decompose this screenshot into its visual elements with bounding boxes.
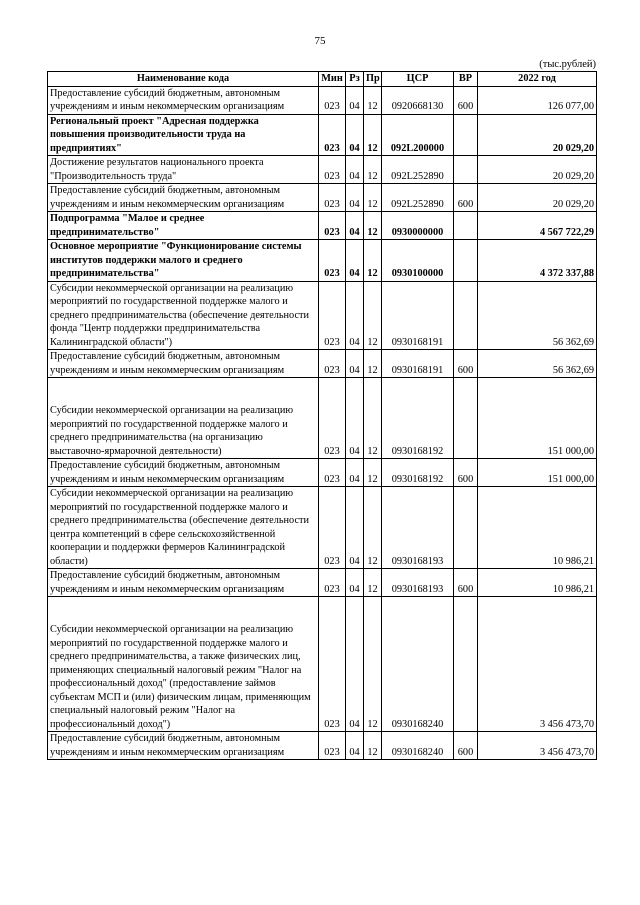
row-pr-cell: 12 (364, 86, 382, 114)
row-name-cell: Предоставление субсидий бюджетным, автономным учреждениям и иным некоммерческим организациям (48, 184, 319, 212)
table-row (48, 281, 597, 350)
table-row (48, 732, 597, 760)
row-rz-cell: 04 (346, 281, 364, 350)
row-pr-cell: 12 (364, 212, 382, 240)
row-min-cell: 023 (319, 86, 346, 114)
row-amount-cell: 56 362,69 (478, 350, 597, 378)
row-amount-cell: 3 456 473,70 (478, 597, 597, 732)
row-min-cell: 023 (319, 114, 346, 156)
row-pr-cell: 12 (364, 350, 382, 378)
row-vr-cell: 600 (454, 459, 478, 487)
row-csr-cell: 0930168193 (382, 569, 454, 597)
row-min-cell: 023 (319, 378, 346, 459)
row-name-cell: Предоставление субсидий бюджетным, автономным учреждениям и иным некоммерческим организациям (48, 569, 319, 597)
row-min-cell: 023 (319, 569, 346, 597)
row-min-cell: 023 (319, 156, 346, 184)
row-min-cell: 023 (319, 184, 346, 212)
table-row (48, 114, 597, 156)
row-name-cell: Предоставление субсидий бюджетным, автономным учреждениям и иным некоммерческим организациям (48, 732, 319, 760)
row-rz-cell: 04 (346, 569, 364, 597)
row-vr-cell: 600 (454, 184, 478, 212)
row-pr-cell: 12 (364, 156, 382, 184)
header-csr: ЦСР (382, 72, 454, 87)
row-vr-cell (454, 281, 478, 350)
row-vr-cell (454, 156, 478, 184)
header-min: Мин (319, 72, 346, 87)
row-csr-cell: 0930168191 (382, 281, 454, 350)
row-amount-cell: 3 456 473,70 (478, 732, 597, 760)
row-name-cell: Субсидии некоммерческой организации на реализацию мероприятий по государственной поддержке малого и среднего предпринимательства (обеспечение деятельности центра компетенций в сфере сельскохозяйственной кооперации и поддержки фермеров Калининградской области) (48, 487, 319, 569)
row-name-cell: Субсидии некоммерческой организации на реализацию мероприятий по государственной поддержке малого и среднего предпринимательства, а также физических лиц, применяющих специальный налоговый режим "Налог на профессиональный доход" (предоставление займов субъектам МСП и (или) физическим лицам, применяющим специальный налоговый режим "Налог на профессиональный доход") (48, 597, 319, 732)
row-pr-cell: 12 (364, 378, 382, 459)
row-rz-cell: 04 (346, 732, 364, 760)
table-row (48, 569, 597, 597)
row-amount-cell: 4 372 337,88 (478, 240, 597, 282)
table-row (48, 240, 597, 282)
row-csr-cell: 0930168192 (382, 459, 454, 487)
row-min-cell: 023 (319, 597, 346, 732)
row-vr-cell (454, 378, 478, 459)
row-rz-cell: 04 (346, 597, 364, 732)
row-amount-cell: 56 362,69 (478, 281, 597, 350)
row-min-cell: 023 (319, 281, 346, 350)
table-row (48, 156, 597, 184)
row-pr-cell: 12 (364, 487, 382, 569)
row-pr-cell: 12 (364, 569, 382, 597)
row-name-cell: Субсидии некоммерческой организации на реализацию мероприятий по государственной поддержке малого и среднего предпринимательства (обеспечение деятельности фонда "Центр поддержки предпринимательства Калининградской области") (48, 281, 319, 350)
row-amount-cell: 126 077,00 (478, 86, 597, 114)
row-csr-cell: 0930168240 (382, 732, 454, 760)
row-csr-cell: 0920668130 (382, 86, 454, 114)
row-name-cell: Субсидии некоммерческой организации на реализацию мероприятий по государственной поддержке малого и среднего предпринимательства (на организацию выставочно-ярмарочной деятельности) (48, 378, 319, 459)
row-min-cell: 023 (319, 487, 346, 569)
row-min-cell: 023 (319, 350, 346, 378)
row-rz-cell: 04 (346, 350, 364, 378)
budget-table (47, 71, 597, 760)
table-row (48, 597, 597, 732)
row-rz-cell: 04 (346, 487, 364, 569)
row-csr-cell: 0930168240 (382, 597, 454, 732)
row-amount-cell: 10 986,21 (478, 569, 597, 597)
row-vr-cell (454, 240, 478, 282)
row-pr-cell: 12 (364, 597, 382, 732)
row-pr-cell: 12 (364, 240, 382, 282)
table-row (48, 212, 597, 240)
page-number: 75 (314, 35, 326, 47)
row-min-cell: 023 (319, 212, 346, 240)
table-row (48, 184, 597, 212)
row-csr-cell: 0930100000 (382, 240, 454, 282)
table-header-row (48, 72, 597, 87)
header-year: 2022 год (478, 72, 597, 87)
row-csr-cell: 0930168192 (382, 378, 454, 459)
table-row (48, 378, 597, 459)
row-pr-cell: 12 (364, 184, 382, 212)
row-rz-cell: 04 (346, 240, 364, 282)
table-row (48, 86, 597, 114)
row-amount-cell: 20 029,20 (478, 156, 597, 184)
row-pr-cell: 12 (364, 114, 382, 156)
row-vr-cell: 600 (454, 569, 478, 597)
units-label: (тыс.рублей) (539, 59, 596, 70)
row-pr-cell: 12 (364, 281, 382, 350)
row-csr-cell: 0930168191 (382, 350, 454, 378)
header-rz: Рз (346, 72, 364, 87)
row-name-cell: Предоставление субсидий бюджетным, автономным учреждениям и иным некоммерческим организациям (48, 86, 319, 114)
row-min-cell: 023 (319, 459, 346, 487)
table-row (48, 350, 597, 378)
row-vr-cell (454, 597, 478, 732)
row-amount-cell: 151 000,00 (478, 378, 597, 459)
row-rz-cell: 04 (346, 184, 364, 212)
row-rz-cell: 04 (346, 156, 364, 184)
row-csr-cell: 092L252890 (382, 156, 454, 184)
row-name-cell: Предоставление субсидий бюджетным, автономным учреждениям и иным некоммерческим организациям (48, 350, 319, 378)
header-name: Наименование кода (48, 72, 319, 87)
row-rz-cell: 04 (346, 86, 364, 114)
row-csr-cell: 0930000000 (382, 212, 454, 240)
header-pr: Пр (364, 72, 382, 87)
row-csr-cell: 0930168193 (382, 487, 454, 569)
row-name-cell: Предоставление субсидий бюджетным, автономным учреждениям и иным некоммерческим организациям (48, 459, 319, 487)
row-min-cell: 023 (319, 732, 346, 760)
row-csr-cell: 092L252890 (382, 184, 454, 212)
row-vr-cell (454, 487, 478, 569)
row-amount-cell: 4 567 722,29 (478, 212, 597, 240)
row-name-cell: Подпрограмма "Малое и среднее предпринимательство" (48, 212, 319, 240)
table-row (48, 487, 597, 569)
row-vr-cell: 600 (454, 732, 478, 760)
row-csr-cell: 092L200000 (382, 114, 454, 156)
row-vr-cell (454, 114, 478, 156)
row-pr-cell: 12 (364, 459, 382, 487)
row-rz-cell: 04 (346, 212, 364, 240)
row-vr-cell (454, 212, 478, 240)
row-amount-cell: 20 029,20 (478, 184, 597, 212)
row-rz-cell: 04 (346, 459, 364, 487)
row-pr-cell: 12 (364, 732, 382, 760)
row-rz-cell: 04 (346, 114, 364, 156)
row-amount-cell: 151 000,00 (478, 459, 597, 487)
row-name-cell: Достижение результатов национального проекта "Производительность труда" (48, 156, 319, 184)
row-amount-cell: 20 029,20 (478, 114, 597, 156)
header-vr: ВР (454, 72, 478, 87)
row-amount-cell: 10 986,21 (478, 487, 597, 569)
row-rz-cell: 04 (346, 378, 364, 459)
table-row (48, 459, 597, 487)
row-vr-cell: 600 (454, 350, 478, 378)
row-name-cell: Региональный проект "Адресная поддержка повышения производительности труда на предприятиях" (48, 114, 319, 156)
row-min-cell: 023 (319, 240, 346, 282)
row-name-cell: Основное мероприятие "Функционирование системы институтов поддержки малого и среднего предпринимательства" (48, 240, 319, 282)
row-vr-cell: 600 (454, 86, 478, 114)
